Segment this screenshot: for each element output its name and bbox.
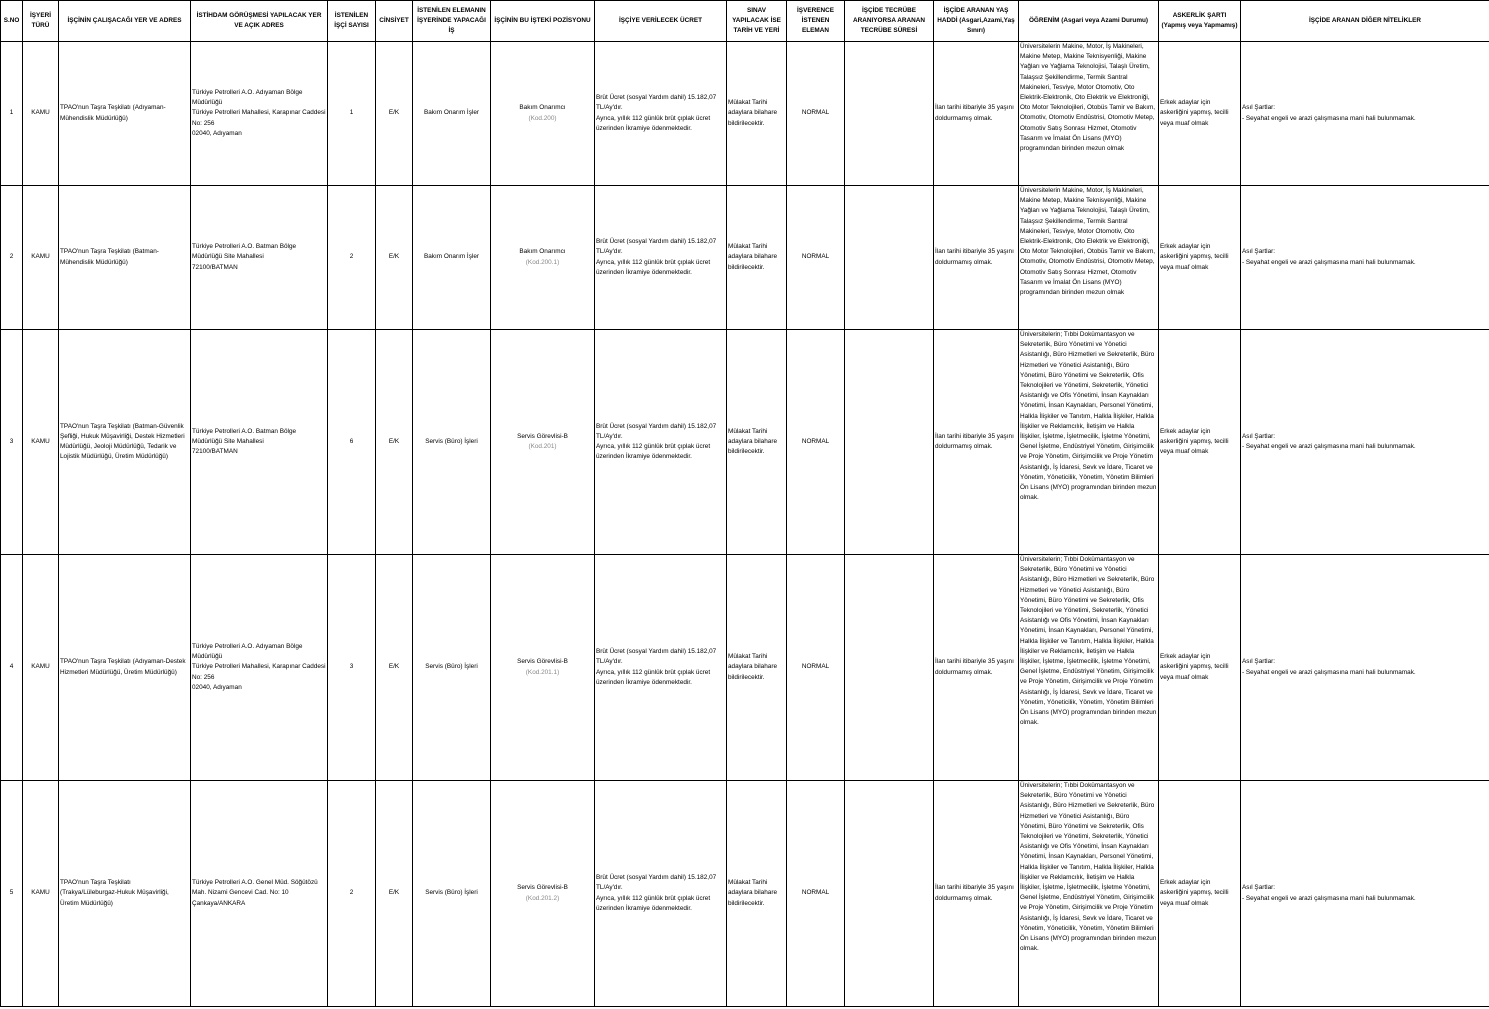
cell-military: Erkek adaylar için askerliğini yapmış, tecilli veya muaf olmak xyxy=(1159,186,1241,330)
other-title: Asıl Şartlar: xyxy=(1242,248,1276,256)
cell-workplace: TPAO'nun Taşra Teşkilatı (Batman-Güvenlik Şefliği, Hukuk Müşavirliği, Destek Hizmetleri Müdürlüğü, Jeoloji Müdürlüğü, Tedarik ve Lojistik Müdürlüğü, Üretim Müdürlüğü) xyxy=(59,330,191,555)
cell-military: Erkek adaylar için askerliğini yapmış, tecilli veya muaf olmak xyxy=(1159,781,1241,1007)
header-row xyxy=(1,1,1489,42)
cell-job: Servis (Büro) İşleri xyxy=(413,330,491,555)
cell-other xyxy=(1241,555,1489,781)
cell-workplace: TPAO'nun Taşra Teşkilatı (Adıyaman-Mühendislik Müdürlüğü) xyxy=(59,42,191,186)
other-title: Asıl Şartlar: xyxy=(1242,104,1276,112)
other-text: - Seyahat engeli ve arazi çalışmasına mani hali bulunmamak. xyxy=(1242,443,1416,450)
cell-experience xyxy=(845,186,934,330)
position-name: Bakım Onarımcı xyxy=(519,104,566,112)
cell-count: 1 xyxy=(328,42,376,186)
cell-job: Servis (Büro) İşleri xyxy=(413,781,491,1007)
cell-military: Erkek adaylar için askerliğini yapmış, tecilli veya muaf olmak xyxy=(1159,555,1241,781)
cell-job: Bakım Onarım İşler xyxy=(413,42,491,186)
cell-workplace-type: KAMU xyxy=(23,781,59,1007)
cell-position xyxy=(491,186,595,330)
cell-exam: Mülakat Tarihi adaylara bilahare bildirilecektir. xyxy=(727,42,787,186)
header-age: İŞÇİDE ARANAN YAŞ HADDİ (Asgari,Azami,Yaş Sınırı) xyxy=(934,1,1019,42)
cell-employee-type: NORMAL xyxy=(787,42,845,186)
position-name: Bakım Onarımcı xyxy=(519,248,566,256)
cell-exam: Mülakat Tarihi adaylara bilahare bildirilecektir. xyxy=(727,555,787,781)
cell-workplace-type: KAMU xyxy=(23,330,59,555)
cell-employee-type: NORMAL xyxy=(787,186,845,330)
cell-workplace-type: KAMU xyxy=(23,555,59,781)
cell-position xyxy=(491,42,595,186)
header-count: İSTENİLEN İŞÇİ SAYISI xyxy=(328,1,376,42)
cell-education: Üniversitelerin; Tıbbi Dokümantasyon ve Sekreterlik, Büro Yönetimi ve Yönetici Asistanlığı, Büro Hizmetleri ve Sekreterlik, Büro Hizmetleri ve Yönetici Asistanlığı, Büro Yönetimi, Büro Yönetimi ve Sekreterlik, Ofis Teknolojileri ve Yönetimi, Sekreterlik, Yönetici Asistanlığı ve Ofis Yönetimi, İnsan Kaynakları Yönetimi, İnsan Kaynakları, Personel Yönetimi, Halkla İlişkiler ve Tanıtım, Halkla İlişkiler, Halkla İlişkiler ve Reklamcılık, İletişim ve Halkla İlişkiler, İşletme, İşletmecilik, İşletme Yönetimi, Genel İşletme, Endüstriyel Yönetim, Girişimcilik ve Proje Yönetim, Girişimcilik ve Proje Yönetim Asistanlığı, İş İdaresi, Sevk ve İdare, Ticaret ve Yönetim, Yöneticilik, Yönetim, Yönetim Bilimleri Ön Lisans (MYO) programından birinden mezun olmak. xyxy=(1019,555,1159,781)
header-position: İŞÇİNİN BU İŞTEKİ POZİSYONU xyxy=(491,1,595,42)
header-employee-type: İŞVERENCE İSTENEN ELEMAN xyxy=(787,1,845,42)
header-military: ASKERLİK ŞARTI (Yapmış veya Yapmamış) xyxy=(1159,1,1241,42)
other-text: - Seyahat engeli ve arazi çalışmasına mani hali bulunmamak. xyxy=(1242,258,1416,266)
cell-education: Üniversitelerin Makine, Motor, İş Makineleri, Makine Metep, Makine Teknisyenliği, Makine Yağları ve Yağlama Teknolojisi, Talaşlı Üretim, Talaşsız Şekillendirme, Termik Santral Makineleri, Tesviye, Motor Otomotiv, Oto Elektrik-Elektronik, Oto Elektrik ve Elektroniği, Oto Motor Teknolojileri, Otobüs Tamir ve Bakım, Otomotiv, Otomotiv Endüstrisi, Otomotiv Metep, Otomotiv Satış Sonrası Hizmet, Otomotiv Tasarım ve İmalat Ön Lisans (MYO) programından birinden mezun olmak xyxy=(1019,186,1159,330)
cell-interview-address: Türkiye Petrolleri A.O. Adıyaman Bölge Müdürlüğü Türkiye Petrolleri Mahallesi, Karapınar Caddesi No: 256 02040, Adıyaman xyxy=(191,42,328,186)
cell-exam: Mülakat Tarihi adaylara bilahare bildirilecektir. xyxy=(727,330,787,555)
header-other: İŞÇİDE ARANAN DİĞER NİTELİKLER xyxy=(1241,1,1489,42)
cell-workplace-type: KAMU xyxy=(23,42,59,186)
other-text: - Seyahat engeli ve arazi çalışmasına mani hali bulunmamak. xyxy=(1242,114,1416,122)
table-row xyxy=(1,781,1489,1007)
cell-wage: Brüt Ücret (sosyal Yardım dahil) 15.182,07 TL/Ay'dır. Ayrıca, yıllık 112 günlük brüt çıplak ücret üzerinden İkramiye ödenmektedir. xyxy=(595,330,727,555)
cell-position xyxy=(491,330,595,555)
cell-wage: Brüt Ücret (sosyal Yardım dahil) 15.182,07 TL/Ay'dır. Ayrıca, yıllık 112 günlük brüt çıplak ücret üzerinden İkramiye ödenmektedir. xyxy=(595,42,727,186)
header-job: İSTENİLEN ELEMANIN İŞYERİNDE YAPACAĞI İŞ xyxy=(413,1,491,42)
cell-other xyxy=(1241,186,1489,330)
cell-gender: E/K xyxy=(376,330,413,555)
cell-other xyxy=(1241,42,1489,186)
cell-sno: 1 xyxy=(1,42,23,186)
cell-other xyxy=(1241,330,1489,555)
cell-sno: 4 xyxy=(1,555,23,781)
header-gender: CİNSİYET xyxy=(376,1,413,42)
position-code: (Kod.200.1) xyxy=(525,258,560,266)
cell-sno: 2 xyxy=(1,186,23,330)
other-text: - Seyahat engeli ve arazi çalışmasına mani hali bulunmamak. xyxy=(1242,668,1416,676)
cell-job: Bakım Onarım İşler xyxy=(413,186,491,330)
cell-experience xyxy=(845,330,934,555)
cell-exam: Mülakat Tarihi adaylara bilahare bildirilecektir. xyxy=(727,781,787,1007)
cell-wage: Brüt Ücret (sosyal Yardım dahil) 15.182,07 TL/Ay'dır. Ayrıca, yıllık 112 günlük brüt çıplak ücret üzerinden İkramiye ödenmektedir. xyxy=(595,186,727,330)
other-title: Asıl Şartlar: xyxy=(1242,432,1276,440)
table-row xyxy=(1,186,1489,330)
cell-workplace: TPAO'nun Taşra Teşkilatı (Batman-Mühendislik Müdürlüğü) xyxy=(59,186,191,330)
cell-employee-type: NORMAL xyxy=(787,555,845,781)
cell-workplace: TPAO'nun Taşra Teşkilatı (Adıyaman-Destek Hizmetleri Müdürlüğü, Üretim Müdürlüğü) xyxy=(59,555,191,781)
cell-position xyxy=(491,781,595,1007)
cell-exam: Mülakat Tarihi adaylara bilahare bildirilecektir. xyxy=(727,186,787,330)
cell-count: 3 xyxy=(328,555,376,781)
cell-experience xyxy=(845,42,934,186)
cell-workplace: TPAO'nun Taşra Teşkilatı (Trakya/Lüleburgaz-Hukuk Müşavirliği, Üretim Müdürlüğü) xyxy=(59,781,191,1007)
position-name: Servis Görevlisi-B xyxy=(517,658,568,666)
header-education: ÖĞRENİM (Asgari veya Azami Durumu) xyxy=(1019,1,1159,42)
cell-age: İlan tarihi itibariyle 35 yaşını doldurmamış olmak. xyxy=(934,555,1019,781)
header-exam: SINAV YAPILACAK İSE TARİH VE YERİ xyxy=(727,1,787,42)
cell-employee-type: NORMAL xyxy=(787,781,845,1007)
cell-age: İlan tarihi itibariyle 35 yaşını doldurmamış olmak. xyxy=(934,186,1019,330)
header-workplace: İŞÇİNİN ÇALIŞACAĞI YER VE ADRES xyxy=(59,1,191,42)
header-sno: S.NO xyxy=(1,1,23,42)
cell-education: Üniversitelerin; Tıbbi Dokümantasyon ve Sekreterlik, Büro Yönetimi ve Yönetici Asistanlığı, Büro Hizmetleri ve Sekreterlik, Büro Hizmetleri ve Yönetici Asistanlığı, Büro Yönetimi, Büro Yönetimi ve Sekreterlik, Ofis Teknolojileri ve Yönetimi, Sekreterlik, Yönetici Asistanlığı ve Ofis Yönetimi, İnsan Kaynakları Yönetimi, İnsan Kaynakları, Personel Yönetimi, Halkla İlişkiler ve Tanıtım, Halkla İlişkiler, Halkla İlişkiler ve Reklamcılık, İletişim ve Halkla İlişkiler, İşletme, İşletmecilik, İşletme Yönetimi, Genel İşletme, Endüstriyel Yönetim, Girişimcilik ve Proje Yönetim, Girişimcilik ve Proje Yönetim Asistanlığı, İş İdaresi, Sevk ve İdare, Ticaret ve Yönetim, Yöneticilik, Yönetim, Yönetim Bilimleri Ön Lisans (MYO) programından birinden mezun olmak. xyxy=(1019,330,1159,555)
cell-wage: Brüt Ücret (sosyal Yardım dahil) 15.182,07 TL/Ay'dır. Ayrıca, yıllık 112 günlük brüt çıplak ücret üzerinden İkramiye ödenmektedir. xyxy=(595,781,727,1007)
position-code: (Kod.201.1) xyxy=(525,668,560,676)
cell-education: Üniversitelerin; Tıbbi Dokümantasyon ve Sekreterlik, Büro Yönetimi ve Yönetici Asistanlığı, Büro Hizmetleri ve Sekreterlik, Büro Hizmetleri ve Yönetici Asistanlığı, Büro Yönetimi, Büro Yönetimi ve Sekreterlik, Ofis Teknolojileri ve Yönetimi, Sekreterlik, Yönetici Asistanlığı ve Ofis Yönetimi, İnsan Kaynakları Yönetimi, İnsan Kaynakları, Personel Yönetimi, Halkla İlişkiler ve Tanıtım, Halkla İlişkiler, Halkla İlişkiler ve Reklamcılık, İletişim ve Halkla İlişkiler, İşletme, İşletmecilik, İşletme Yönetimi, Genel İşletme, Endüstriyel Yönetim, Girişimcilik ve Proje Yönetim, Girişimcilik ve Proje Yönetim Asistanlığı, İş İdaresi, Sevk ve İdare, Ticaret ve Yönetim, Yöneticilik, Yönetim, Yönetim Bilimleri Ön Lisans (MYO) programından birinden mezun olmak. xyxy=(1019,781,1159,1007)
header-interview-address: İSTİHDAM GÖRÜŞMESİ YAPILACAK YER VE AÇIK ADRES xyxy=(191,1,328,42)
other-title: Asıl Şartlar: xyxy=(1242,884,1276,892)
cell-position xyxy=(491,555,595,781)
cell-age: İlan tarihi itibariyle 35 yaşını doldurmamış olmak. xyxy=(934,42,1019,186)
other-title: Asıl Şartlar: xyxy=(1242,658,1276,666)
cell-gender: E/K xyxy=(376,186,413,330)
cell-employee-type: NORMAL xyxy=(787,330,845,555)
cell-experience xyxy=(845,781,934,1007)
position-code: (Kod.200) xyxy=(528,114,557,122)
cell-military: Erkek adaylar için askerliğini yapmış, tecilli veya muaf olmak xyxy=(1159,330,1241,555)
position-name: Servis Görevlisi-B xyxy=(517,432,568,440)
cell-age: İlan tarihi itibariyle 35 yaşını doldurmamış olmak. xyxy=(934,330,1019,555)
cell-count: 2 xyxy=(328,186,376,330)
cell-interview-address: Türkiye Petrolleri A.O. Adıyaman Bölge Müdürlüğü Türkiye Petrolleri Mahallesi, Karapınar Caddesi No: 256 02040, Adıyaman xyxy=(191,555,328,781)
cell-experience xyxy=(845,555,934,781)
cell-military: Erkek adaylar için askerliğini yapmış, tecilli veya muaf olmak xyxy=(1159,42,1241,186)
cell-age: İlan tarihi itibariyle 35 yaşını doldurmamış olmak. xyxy=(934,781,1019,1007)
cell-sno: 5 xyxy=(1,781,23,1007)
cell-gender: E/K xyxy=(376,555,413,781)
cell-job: Servis (Büro) İşleri xyxy=(413,555,491,781)
cell-gender: E/K xyxy=(376,42,413,186)
cell-education: Üniversitelerin Makine, Motor, İş Makineleri, Makine Metep, Makine Teknisyenliği, Makine Yağları ve Yağlama Teknolojisi, Talaşlı Üretim, Talaşsız Şekillendirme, Termik Santral Makineleri, Tesviye, Motor Otomotiv, Oto Elektrik-Elektronik, Oto Elektrik ve Elektroniği, Oto Motor Teknolojileri, Otobüs Tamir ve Bakım, Otomotiv, Otomotiv Endüstrisi, Otomotiv Metep, Otomotiv Satış Sonrası Hizmet, Otomotiv Tasarım ve İmalat Ön Lisans (MYO) programından birinden mezun olmak xyxy=(1019,42,1159,186)
table-row xyxy=(1,42,1489,186)
cell-count: 2 xyxy=(328,781,376,1007)
cell-count: 6 xyxy=(328,330,376,555)
header-experience: İŞÇİDE TECRÜBE ARANIYORSA ARANAN TECRÜBE SÜRESİ xyxy=(845,1,934,42)
table-row xyxy=(1,555,1489,781)
cell-sno: 3 xyxy=(1,330,23,555)
cell-gender: E/K xyxy=(376,781,413,1007)
other-text: - Seyahat engeli ve arazi çalışmasına mani hali bulunmamak. xyxy=(1242,894,1416,902)
position-code: (Kod.201.2) xyxy=(525,894,560,902)
cell-interview-address: Türkiye Petrolleri A.O. Batman Bölge Müdürlüğü Site Mahallesi 72100/BATMAN xyxy=(191,330,328,555)
cell-workplace-type: KAMU xyxy=(23,186,59,330)
header-wage: İŞÇİYE VERİLECEK ÜCRET xyxy=(595,1,727,42)
header-workplace-type: İŞYERİ TÜRÜ xyxy=(23,1,59,42)
cell-other xyxy=(1241,781,1489,1007)
position-name: Servis Görevlisi-B xyxy=(517,884,568,892)
cell-interview-address: Türkiye Petrolleri A.O. Genel Müd. Söğütözü Mah. Nizami Gencevi Cad. No: 10 Çankaya/ANKARA xyxy=(191,781,328,1007)
cell-interview-address: Türkiye Petrolleri A.O. Batman Bölge Müdürlüğü Site Mahallesi 72100/BATMAN xyxy=(191,186,328,330)
table-row xyxy=(1,330,1489,555)
position-code: (Kod.201) xyxy=(528,443,557,450)
cell-wage: Brüt Ücret (sosyal Yardım dahil) 15.182,07 TL/Ay'dır. Ayrıca, yıllık 112 günlük brüt çıplak ücret üzerinden İkramiye ödenmektedir. xyxy=(595,555,727,781)
